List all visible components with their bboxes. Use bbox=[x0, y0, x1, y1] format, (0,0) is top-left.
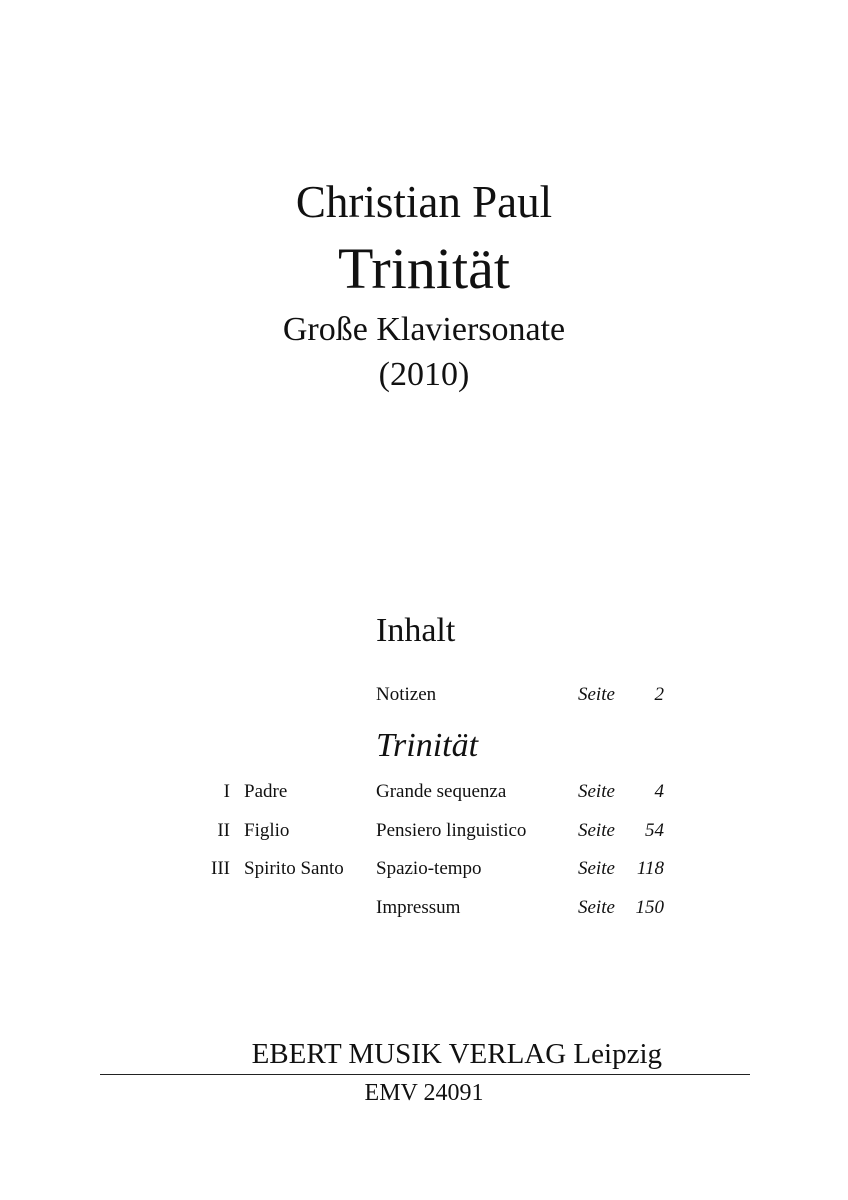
work-subtitle: Große Klaviersonate bbox=[282, 311, 566, 348]
movement-subtitle: Spazio-tempo bbox=[376, 858, 482, 879]
movement-name: Figlio bbox=[244, 820, 290, 841]
divider bbox=[100, 1074, 750, 1075]
toc-page-prefix: Seite bbox=[578, 897, 615, 918]
toc-entry-label: Impressum bbox=[376, 897, 461, 918]
work-title: Trinität bbox=[338, 236, 510, 301]
toc-entry-label: Notizen bbox=[376, 684, 437, 705]
movement-name: Padre bbox=[244, 781, 288, 802]
movement-numeral: III bbox=[211, 858, 230, 879]
movement-name: Spirito Santo bbox=[244, 858, 344, 879]
composer-name: Christian Paul bbox=[295, 177, 553, 227]
toc-page-number: 150 bbox=[635, 897, 664, 918]
toc-heading: Inhalt bbox=[376, 612, 456, 649]
edition-number: EMV 24091 bbox=[364, 1080, 484, 1106]
toc-page-number: 4 bbox=[654, 781, 664, 802]
movement-subtitle: Grande sequenza bbox=[376, 781, 507, 802]
toc-page-prefix: Seite bbox=[578, 684, 615, 705]
publisher-name: EBERT MUSIK VERLAG Leipzig bbox=[251, 1038, 662, 1070]
toc-page-number: 54 bbox=[645, 820, 664, 841]
toc-page-number: 2 bbox=[654, 684, 664, 705]
movement-numeral: I bbox=[223, 781, 230, 802]
toc-page-prefix: Seite bbox=[578, 781, 615, 802]
toc-page-prefix: Seite bbox=[578, 858, 615, 879]
toc-page-prefix: Seite bbox=[578, 820, 615, 841]
toc-page-number: 118 bbox=[636, 858, 664, 879]
movement-numeral: II bbox=[217, 820, 230, 841]
work-year: (2010) bbox=[378, 356, 470, 393]
movement-subtitle: Pensiero linguistico bbox=[376, 820, 527, 841]
toc-work-title: Trinität bbox=[376, 727, 479, 764]
